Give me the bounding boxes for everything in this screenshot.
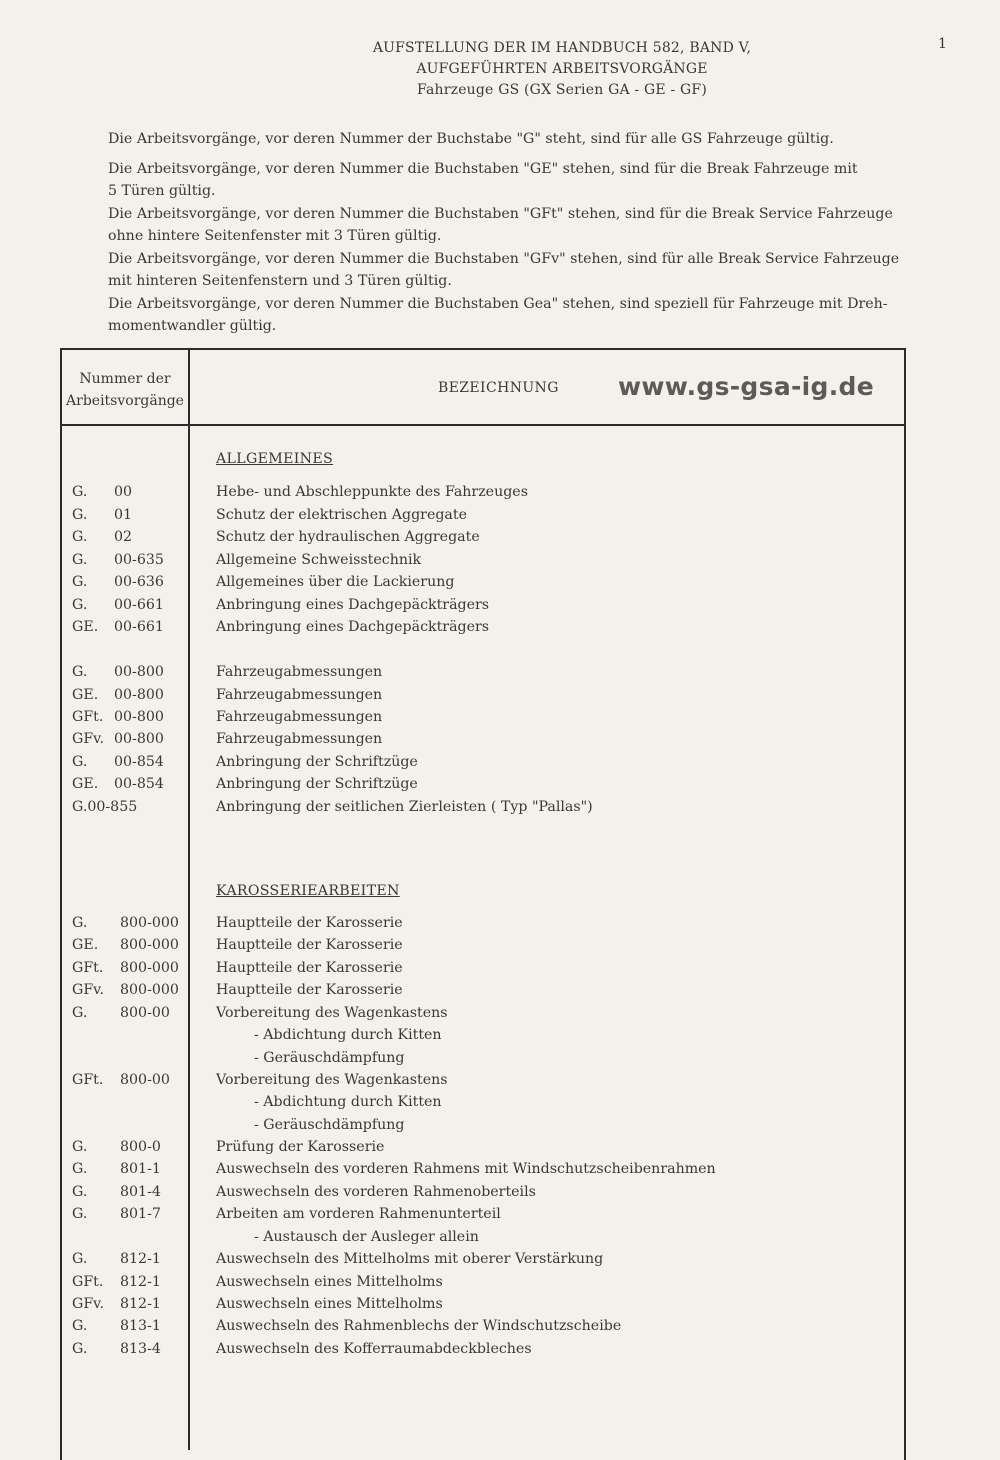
operation-number (72, 664, 164, 680)
operation-code: 812-1 (120, 1274, 161, 1290)
operation-code: 00 (114, 484, 133, 500)
operation-description: Auswechseln eines Mittelholms (216, 1274, 443, 1290)
operation-description: Vorbereitung des Wagenkastens (216, 1072, 448, 1088)
operation-code: 00-800 (114, 709, 164, 725)
table-row (0, 507, 1000, 529)
intro-line: ohne hintere Seitenfenster mit 3 Türen gültig. (108, 228, 442, 244)
operation-number (72, 915, 179, 931)
table-row (0, 1094, 1000, 1116)
operation-description: Auswechseln des Rahmenblechs der Windschutzscheibe (216, 1318, 622, 1334)
intro-line: Die Arbeitsvorgänge, vor deren Nummer die Buchstaben Gea" stehen, sind speziell für Fahrzeuge mit Dreh- (108, 295, 888, 312)
operation-prefix: G. (72, 507, 88, 523)
operation-prefix: G. (72, 1318, 88, 1334)
operation-number (72, 1318, 161, 1334)
table-row (0, 1206, 1000, 1228)
header-line-3: Fahrzeuge GS (GX Serien GA - GE - GF) (417, 82, 707, 98)
operation-code: 00-636 (114, 574, 164, 590)
intro-line: Die Arbeitsvorgänge, vor deren Nummer die Buchstaben "GE" stehen, sind für die Break Fahrzeuge mit (108, 160, 858, 177)
operation-number (72, 1161, 161, 1177)
operation-prefix: GFv. (72, 982, 105, 998)
table-row (0, 687, 1000, 709)
operation-number (72, 709, 164, 725)
operation-number (72, 1341, 161, 1357)
operation-prefix: G. (72, 1341, 88, 1357)
operation-number (72, 1050, 120, 1066)
operation-code: 00-800 (114, 687, 164, 703)
table-row (0, 982, 1000, 1004)
operation-number (72, 1005, 170, 1021)
operation-description: Anbringung der Schriftzüge (216, 776, 418, 792)
operation-description: Allgemeines über die Lackierung (216, 574, 455, 590)
operation-code: 800-0 (120, 1139, 161, 1155)
operation-number (72, 1229, 120, 1245)
operation-number (72, 507, 132, 523)
operation-code: 801-1 (120, 1161, 161, 1177)
operation-number (72, 1139, 161, 1155)
table-row (0, 1251, 1000, 1273)
operation-code: 801-7 (120, 1206, 161, 1222)
operation-number (72, 1072, 170, 1088)
operation-prefix: G. (72, 1206, 88, 1222)
table-row (0, 597, 1000, 619)
operation-description: Anbringung der seitlichen Zierleisten ( Typ "Pallas") (216, 799, 593, 815)
operation-code: 00-661 (114, 597, 164, 613)
operation-description: Hebe- und Abschleppunkte des Fahrzeuges (216, 484, 528, 500)
table-row (0, 1005, 1000, 1027)
operation-description: Hauptteile der Karosserie (216, 982, 403, 998)
operation-description: - Abdichtung durch Kitten (254, 1027, 442, 1043)
table-row (0, 619, 1000, 641)
operation-code: 00-800 (114, 664, 164, 680)
operation-code: 800-000 (120, 937, 179, 953)
table-row (0, 574, 1000, 596)
column-header-number-line-1: Nummer der (79, 371, 171, 387)
operation-number (72, 1206, 161, 1222)
operation-description: - Abdichtung durch Kitten (254, 1094, 442, 1110)
intro-line: momentwandler gültig. (108, 318, 277, 334)
table-row (0, 484, 1000, 506)
operation-prefix: GE. (72, 687, 99, 703)
operation-prefix: G. (72, 529, 88, 545)
operation-prefix: G. (72, 1139, 88, 1155)
table-row (0, 1027, 1000, 1049)
table-row (0, 1161, 1000, 1183)
operation-code: 801-4 (120, 1184, 161, 1200)
column-header-number-line-2: Arbeitsvorgänge (66, 393, 184, 409)
operation-prefix: GFt. (72, 1274, 104, 1290)
operation-number (72, 799, 137, 815)
operation-prefix: G.00-855 (72, 799, 138, 815)
table-row (0, 709, 1000, 731)
operation-code: 800-00 (120, 1072, 170, 1088)
operation-description: Hauptteile der Karosserie (216, 937, 403, 953)
operation-description: Fahrzeugabmessungen (216, 731, 383, 747)
table-row (0, 960, 1000, 982)
operation-code: 812-1 (120, 1251, 161, 1267)
operation-code: 813-1 (120, 1318, 161, 1334)
operation-number (72, 687, 164, 703)
operation-description: Arbeiten am vorderen Rahmenunterteil (216, 1206, 501, 1222)
operation-number (72, 552, 164, 568)
intro-line: 5 Türen gültig. (108, 183, 216, 199)
operation-number (72, 982, 179, 998)
section-title: KAROSSERIEARBEITEN (216, 883, 400, 899)
operation-code: 02 (114, 529, 133, 545)
operation-code: 01 (114, 507, 133, 523)
table-row (0, 754, 1000, 776)
operation-description: Auswechseln des vorderen Rahmenoberteils (216, 1184, 536, 1200)
intro-line: Die Arbeitsvorgänge, vor deren Nummer der Buchstabe "G" steht, sind für alle GS Fahrzeuge gültig. (108, 131, 834, 147)
operation-description: Prüfung der Karosserie (216, 1139, 385, 1155)
operation-number (72, 1274, 161, 1290)
operation-description: - Austausch der Ausleger allein (254, 1229, 479, 1245)
table-row (0, 776, 1000, 798)
operation-description: Schutz der elektrischen Aggregate (216, 507, 467, 523)
operation-description: Fahrzeugabmessungen (216, 709, 383, 725)
operation-prefix: GE. (72, 937, 99, 953)
operation-prefix: G. (72, 1005, 88, 1021)
operation-code: 00-635 (114, 552, 164, 568)
column-header-number (62, 368, 188, 412)
operation-code: 00-800 (114, 731, 164, 747)
operation-code: 800-00 (120, 1005, 170, 1021)
operation-number (72, 1184, 161, 1200)
operation-number (72, 1094, 120, 1110)
column-header-description: BEZEICHNUNG (438, 380, 559, 396)
header-line-1: AUFSTELLUNG DER IM HANDBUCH 582, BAND V, (372, 40, 752, 56)
table-row (0, 1229, 1000, 1251)
operation-code: 00-661 (114, 619, 164, 635)
operation-description: Auswechseln des Kofferraumabdeckbleches (216, 1341, 532, 1357)
operation-prefix: GFt. (72, 960, 104, 976)
intro-line: mit hinteren Seitenfenstern und 3 Türen gültig. (108, 273, 452, 289)
table-row (0, 799, 1000, 821)
operation-description: - Geräuschdämpfung (254, 1117, 405, 1133)
table-row (0, 1072, 1000, 1094)
table-row (0, 1184, 1000, 1206)
intro-line: Die Arbeitsvorgänge, vor deren Nummer die Buchstaben "GFv" stehen, sind für alle Break Service Fahrzeuge (108, 250, 900, 267)
operation-number (72, 484, 132, 500)
operation-prefix: G. (72, 552, 88, 568)
operation-description: Allgemeine Schweisstechnik (216, 552, 422, 568)
operation-prefix: GE. (72, 619, 99, 635)
operation-number (72, 937, 179, 953)
operation-number (72, 776, 164, 792)
table-row (0, 529, 1000, 551)
operation-prefix: G. (72, 754, 88, 770)
page-number: 1 (938, 36, 947, 52)
header-line-2: AUFGEFÜHRTEN ARBEITSVORGÄNGE (416, 61, 708, 77)
operation-code: 800-000 (120, 960, 179, 976)
operation-prefix: G. (72, 597, 88, 613)
operation-prefix: G. (72, 915, 88, 931)
operation-code: 00-854 (114, 776, 164, 792)
operation-description: Anbringung eines Dachgepäckträgers (216, 619, 490, 635)
table-row (0, 1318, 1000, 1340)
operation-description: Schutz der hydraulischen Aggregate (216, 529, 480, 545)
operation-code: 812-1 (120, 1296, 161, 1312)
table-row (0, 552, 1000, 574)
website-watermark: www.gs-gsa-ig.de (618, 372, 874, 401)
operation-number (72, 597, 164, 613)
operation-description: Auswechseln eines Mittelholms (216, 1296, 443, 1312)
table-row (0, 1050, 1000, 1072)
header-divider (60, 424, 904, 426)
operation-number (72, 731, 164, 747)
operation-code: 00-854 (114, 754, 164, 770)
operation-number (72, 1027, 120, 1043)
operation-prefix: GFt. (72, 709, 104, 725)
document-header (0, 38, 1000, 101)
operation-prefix: G. (72, 1251, 88, 1267)
table-row (0, 1117, 1000, 1139)
operation-number (72, 754, 164, 770)
operation-prefix: G. (72, 484, 88, 500)
operation-description: Anbringung eines Dachgepäckträgers (216, 597, 490, 613)
table-row (0, 1296, 1000, 1318)
table-row (0, 731, 1000, 753)
operation-number (72, 619, 164, 635)
operation-number (72, 574, 164, 590)
operation-number (72, 1251, 161, 1267)
operation-description: Hauptteile der Karosserie (216, 915, 403, 931)
operation-prefix: G. (72, 574, 88, 590)
operation-description: Auswechseln des Mittelholms mit oberer Verstärkung (216, 1251, 604, 1267)
operation-code: 800-000 (120, 982, 179, 998)
operation-prefix: GE. (72, 776, 99, 792)
table-row (0, 664, 1000, 686)
operation-number (72, 1117, 120, 1133)
operation-prefix: GFt. (72, 1072, 104, 1088)
operation-description: - Geräuschdämpfung (254, 1050, 405, 1066)
operation-number (72, 960, 179, 976)
table-row (0, 915, 1000, 937)
operation-description: Fahrzeugabmessungen (216, 687, 383, 703)
section-title: ALLGEMEINES (216, 451, 334, 467)
operation-description: Auswechseln des vorderen Rahmens mit Windschutzscheibenrahmen (216, 1161, 716, 1177)
operation-number (72, 529, 132, 545)
intro-line: Die Arbeitsvorgänge, vor deren Nummer die Buchstaben "GFt" stehen, sind für die Break Service Fahrzeuge (108, 205, 893, 222)
table-row (0, 1139, 1000, 1161)
operation-code: 813-4 (120, 1341, 161, 1357)
operation-prefix: G. (72, 1184, 88, 1200)
table-row (0, 1274, 1000, 1296)
table-row (0, 937, 1000, 959)
operation-number (72, 1296, 161, 1312)
operation-description: Anbringung der Schriftzüge (216, 754, 418, 770)
operation-description: Hauptteile der Karosserie (216, 960, 403, 976)
operation-description: Vorbereitung des Wagenkastens (216, 1005, 448, 1021)
operation-prefix: GFv. (72, 731, 105, 747)
operation-description: Fahrzeugabmessungen (216, 664, 383, 680)
operation-prefix: G. (72, 664, 88, 680)
operation-prefix: GFv. (72, 1296, 105, 1312)
table-row (0, 1341, 1000, 1363)
intro-text (108, 128, 968, 338)
operation-prefix: G. (72, 1161, 88, 1177)
operation-code: 800-000 (120, 915, 179, 931)
